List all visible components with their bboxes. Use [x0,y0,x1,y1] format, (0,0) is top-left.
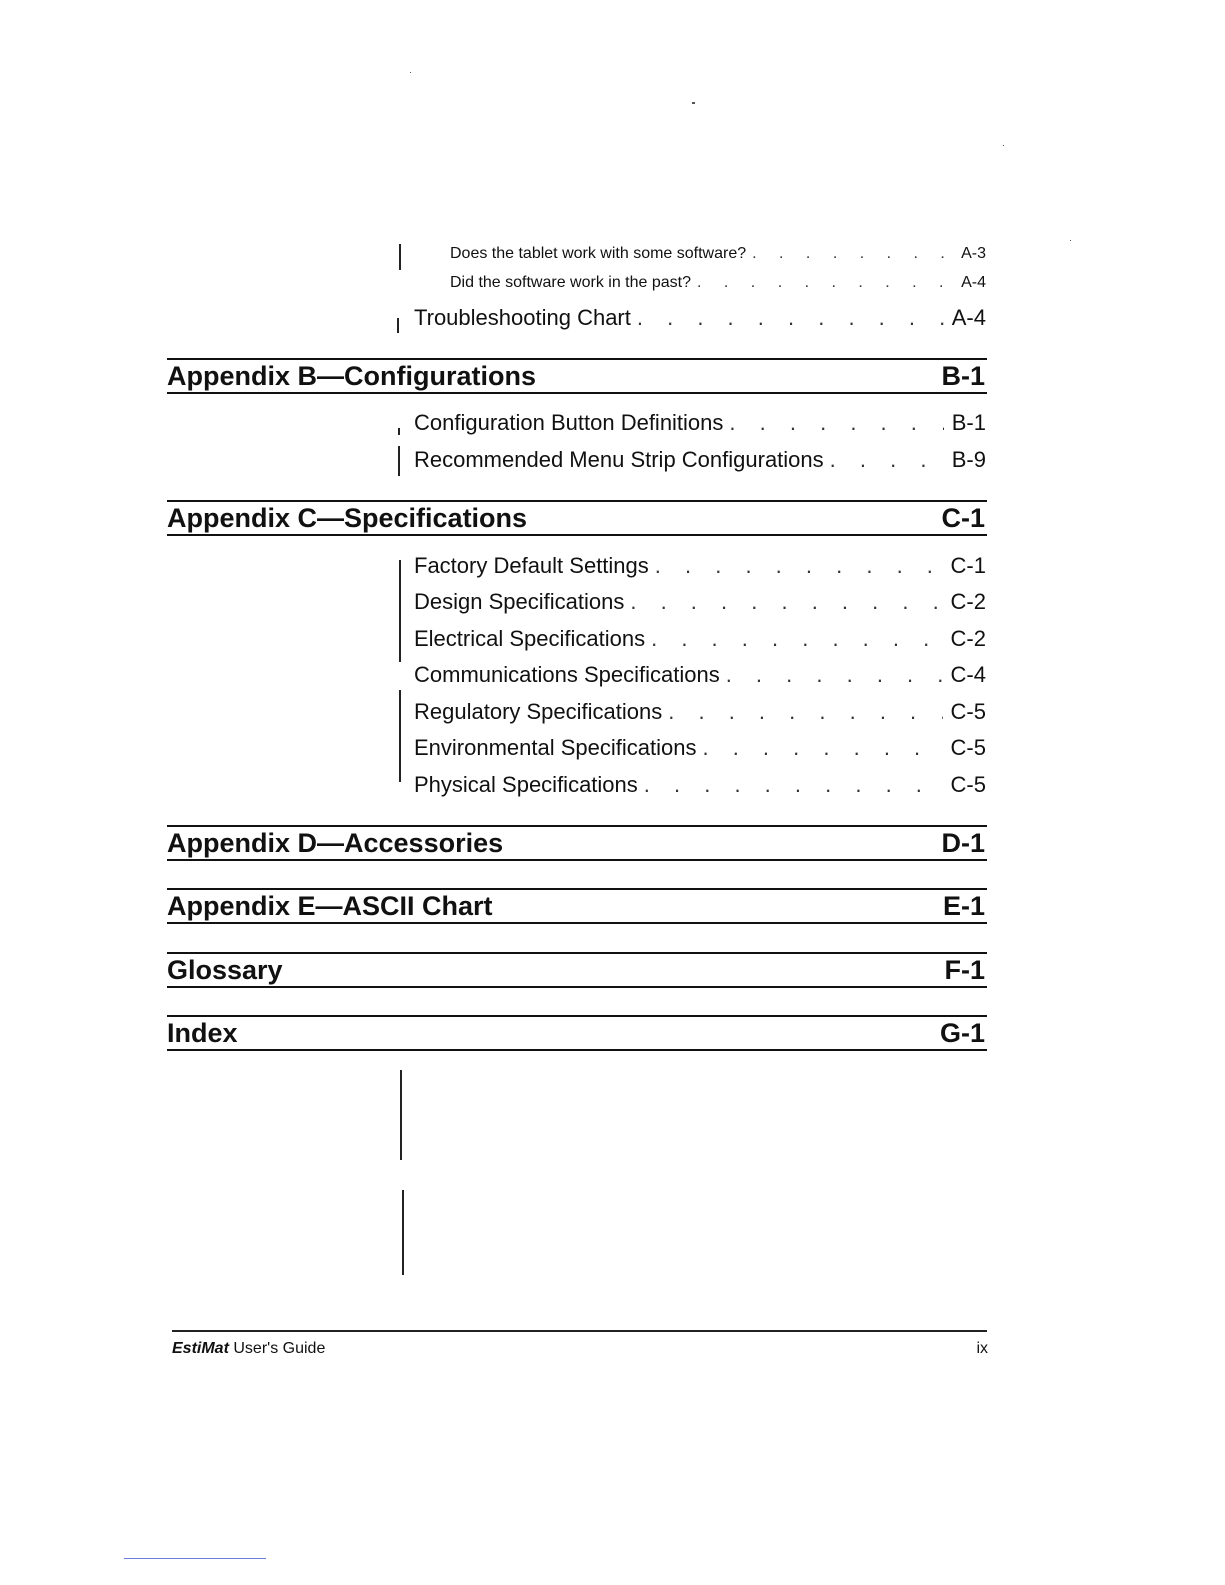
dot-leader [697,274,953,292]
scan-speck [1003,145,1004,146]
margin-bar [402,1190,404,1275]
toc-entry-menu-strip-configurations[interactable] [414,447,986,473]
dot-leader [702,735,942,761]
toc-entry-page: C-2 [950,589,986,614]
dot-leader [644,772,943,798]
toc-entry-title: Troubleshooting Chart [414,305,631,330]
heading-page: E-1 [942,890,985,921]
scan-speck [410,72,411,73]
scan-edge-line [124,1558,266,1559]
margin-bar [398,446,400,476]
toc-entry-title: Electrical Specifications [414,626,646,651]
toc-entry-page: A-4 [961,274,986,291]
scan-speck [1070,240,1071,241]
heading-page: B-1 [941,360,985,391]
dot-leader [630,589,942,615]
toc-entry-tablet-software[interactable] [450,245,986,263]
heading-glossary[interactable] [167,952,987,988]
toc-entry-title: Design Specifications [414,589,625,614]
toc-entry-physical-specifications[interactable] [414,772,986,798]
toc-entry-title: Physical Specifications [414,772,638,797]
dot-leader [830,447,944,473]
margin-bar [399,244,401,270]
margin-bar [397,318,399,333]
dot-leader [668,699,942,725]
toc-entry-page: C-4 [950,662,986,687]
dot-leader [752,245,953,263]
footer-page-number: ix [976,1340,988,1357]
dot-leader [729,410,943,436]
heading-index[interactable] [167,1015,987,1051]
heading-appendix-d[interactable] [167,825,987,861]
toc-entry-title: Does the tablet work with some software? [450,245,747,262]
toc-entry-page: A-3 [961,245,986,262]
heading-title: Appendix C—Specifications [167,502,528,533]
heading-page: G-1 [939,1017,985,1048]
toc-entry-communications-specifications[interactable] [414,662,986,688]
heading-title: Appendix D—Accessories [167,827,504,858]
toc-entry-config-button-definitions[interactable] [414,410,986,436]
footer-guide: User's Guide [233,1340,326,1357]
toc-entry-electrical-specifications[interactable] [414,626,986,652]
heading-title: Appendix E—ASCII Chart [167,890,493,921]
scan-speck [692,102,695,104]
margin-bar [400,1070,402,1160]
heading-appendix-b[interactable] [167,358,987,394]
toc-entry-page: C-2 [950,626,986,651]
toc-entry-title: Did the software work in the past? [450,274,692,291]
toc-entry-page: C-5 [950,735,986,760]
footer-title [172,1340,325,1358]
heading-title: Appendix B—Configurations [167,360,536,391]
toc-entry-factory-default-settings[interactable] [414,553,986,579]
heading-appendix-e[interactable] [167,888,987,924]
toc-entry-page: B-1 [951,410,986,435]
toc-entry-design-specifications[interactable] [414,589,986,615]
toc-entry-environmental-specifications[interactable] [414,735,986,761]
dot-leader [655,553,943,579]
dot-leader [726,662,943,688]
heading-title: Index [167,1017,238,1048]
heading-page: C-1 [941,502,985,533]
toc-entry-regulatory-specifications[interactable] [414,699,986,725]
toc-entry-title: Recommended Menu Strip Configurations [414,447,824,472]
heading-appendix-c[interactable] [167,500,987,536]
footer-brand: EstiMat [172,1340,229,1357]
toc-entry-title: Environmental Specifications [414,735,697,760]
toc-entry-page: C-5 [950,699,986,724]
toc-entry-title: Factory Default Settings [414,553,649,578]
toc-entry-page: A-4 [951,305,986,330]
toc-entry-title: Communications Specifications [414,662,720,687]
footer-rule [172,1330,987,1332]
margin-bar [398,428,400,435]
toc-entry-troubleshooting-chart[interactable] [414,305,986,331]
heading-page: F-1 [944,954,985,985]
heading-page: D-1 [941,827,985,858]
dot-leader [637,305,944,331]
margin-bar [399,690,401,782]
toc-entry-software-past[interactable] [450,274,986,292]
toc-entry-page: C-5 [950,772,986,797]
heading-title: Glossary [167,954,283,985]
toc-entry-page: B-9 [951,447,986,472]
margin-bar [399,560,401,662]
toc-entry-title: Regulatory Specifications [414,699,663,724]
toc-entry-page: C-1 [950,553,986,578]
toc-entry-title: Configuration Button Definitions [414,410,724,435]
dot-leader [651,626,942,652]
